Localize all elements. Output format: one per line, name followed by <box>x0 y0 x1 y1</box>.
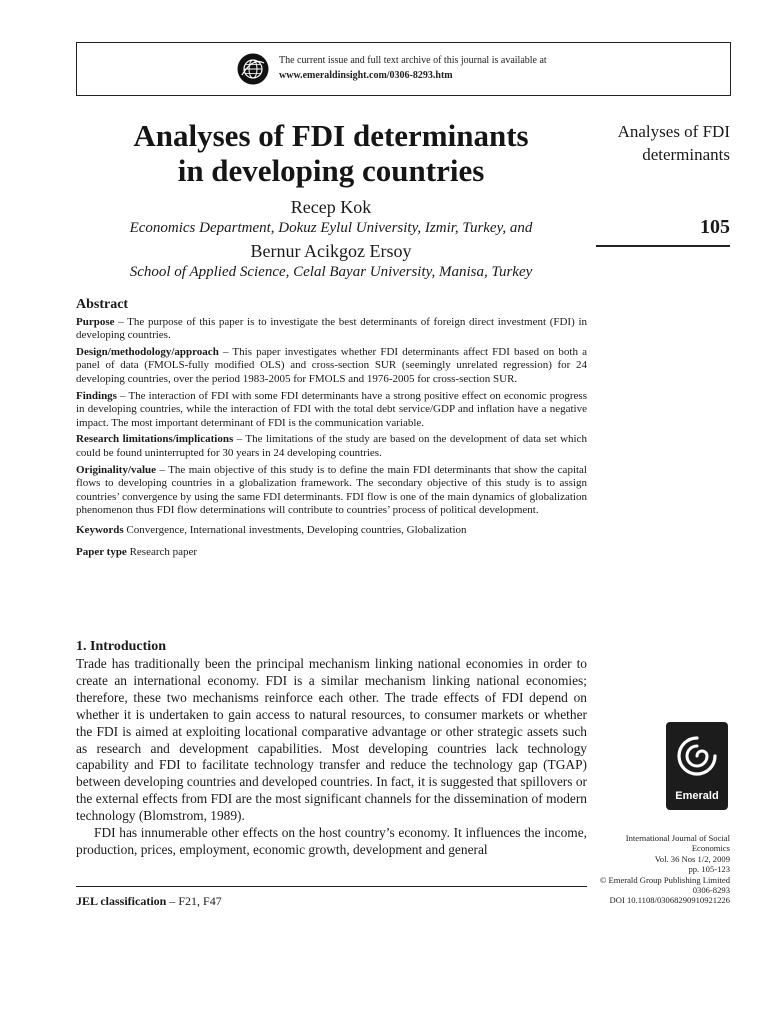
author-name: Bernur Acikgoz Ersoy <box>250 241 412 261</box>
jel-classification: JEL classification – F21, F47 <box>76 894 222 908</box>
abstract-findings: Findings – The interaction of FDI with some FDI determinants have a strong positive effect on economic progress in developing countries, while the interaction of FDI with the total debt service/GDP and inflation have a negative impact. The most important determinant of FDI is the communication variable. <box>76 389 587 429</box>
journal-url-link[interactable]: www.emeraldinsight.com/0306-8293.htm <box>279 70 453 81</box>
abstract-limitations: Research limitations/implications – The limitations of the study are based on the development of data set which could be found uninterrupted for 30 years in 24 developing countries. <box>76 433 587 459</box>
introduction-heading: 1. Introduction <box>76 639 166 654</box>
divider <box>76 886 587 887</box>
journal-citation-info: International Journal of Social Economics Vol. 36 Nos 1/2, 2009 pp. 105-123 © Emerald Group Publishing Limited 0306-8293 DOI 10.1108/03068290910921226 <box>590 833 730 906</box>
logo-wordmark: Emerald <box>675 790 719 802</box>
keywords: Keywords Convergence, International investments, Developing countries, Globalization <box>76 523 467 536</box>
emerald-logo <box>666 722 728 810</box>
author-name: Recep Kok <box>290 197 372 217</box>
page-number: 105 <box>700 216 730 238</box>
globe-icon <box>237 53 269 85</box>
author-affiliation: Economics Department, Dokuz Eylul University, Izmir, Turkey, and <box>129 220 533 236</box>
body-paragraph: FDI has innumerable other effects on the host country’s economy. It influences the income, production, prices, employment, economic growth, development and general <box>76 825 587 857</box>
paper-type: Paper type Research paper <box>76 545 198 558</box>
running-title: Analyses of FDI determinants <box>617 122 730 164</box>
introduction-section <box>76 638 587 859</box>
abstract-section <box>76 298 587 562</box>
paper-title: Analyses of FDI determinants in developing countries <box>133 118 529 188</box>
abstract-originality: Originality/value – The main objective of this study is to define the main FDI determinants that show the capital flows to developing countries in a globalization framework. The secondary objective of this study is to assign countries’ convergence by using the same FDI determinants. FDI flow is one of the main dynamics of globalization phenomenon thus FDI flow determinations will contribute to countries’ process of political development. <box>76 463 587 517</box>
journal-access-notice <box>76 42 731 96</box>
doi-link[interactable]: DOI 10.1108/03068290910921226 <box>609 895 730 906</box>
abstract-purpose: Purpose – The purpose of this paper is to investigate the best determinants of foreign direct investment (FDI) in developing countries. <box>76 315 587 342</box>
body-paragraph: Trade has traditionally been the principal mechanism linking national economies in order to create an international economy. FDI is a similar mechanism linking national economies; therefore, these two mechanisms reinforce each other. The trade effects of FDI depend on whether it is undertaken to gain access to natural resources, to consumer markets or whether the FDI is aimed at exploiting locational comparative advantage or other strategic assets such as research and development capabilities. Most developing countries lack technology capability and FDI to facilitate technology transfer and reduce the technology gap (TGAP) between developing countries and developed countries. In fact, it is suggested that spillovers or the external effects from FDI are the most significant channels for the dissemination of modern technology (Blomstrom, 1989). <box>76 656 587 824</box>
access-notice-text: The current issue and full text archive of this journal is available at <box>279 55 547 66</box>
abstract-heading: Abstract <box>76 297 129 312</box>
emerald-swirl-icon <box>674 730 720 786</box>
author-affiliation: School of Applied Science, Celal Bayar University, Manisa, Turkey <box>129 264 533 280</box>
abstract-design: Design/methodology/approach – This paper investigates whether FDI determinants affect FDI based on both a panel of data (FMOLS-fully modified OLS) and cross-section SUR (seemingly unrelated regression) for 24 developing countries, over the period 1983-2005 for FMOLS and 1976-2005 for cross-section SUR. <box>76 345 587 385</box>
divider <box>596 245 730 247</box>
